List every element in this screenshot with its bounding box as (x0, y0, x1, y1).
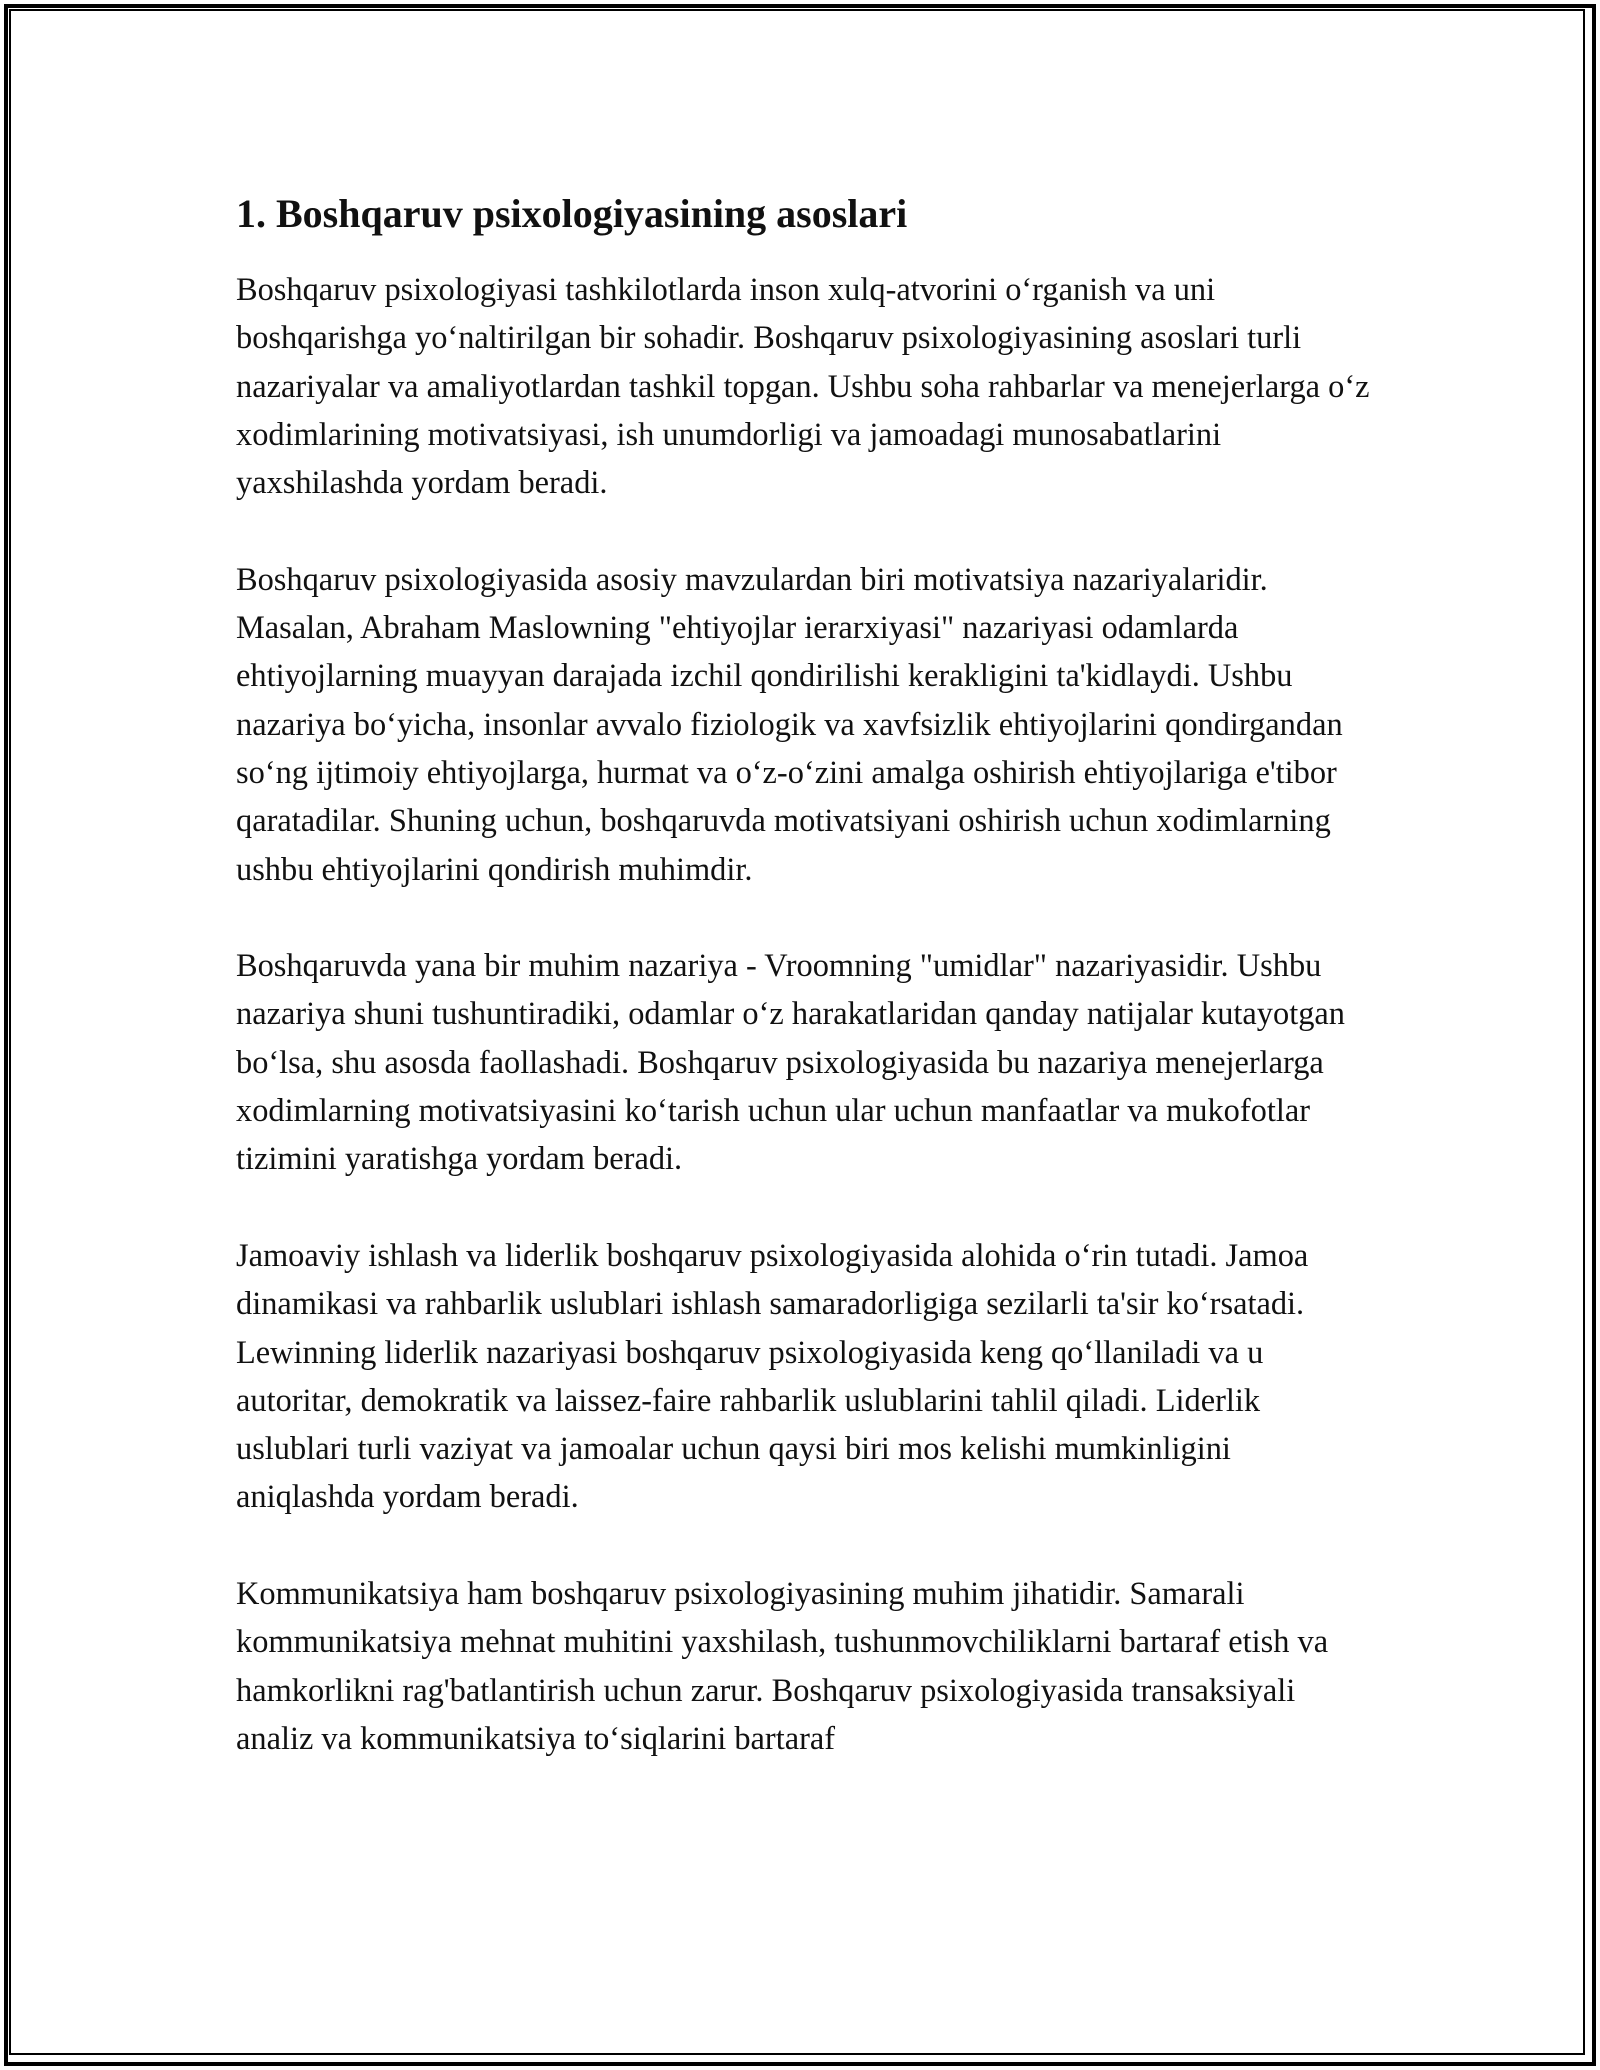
section-heading: 1. Boshqaruv psixologiyasining asoslari (236, 191, 908, 236)
paragraph-maslow: Boshqaruv psixologiyasida asosiy mavzulardan biri motivatsiya nazariyalaridir. Masalan, Abraham Maslowning "ehtiyojlar ierarxiyasi" nazariyasi odamlarda ehtiyojlarning muayyan darajada izchil qondirilishi kerakligini ta'kidlaydi. Ushbu nazariya bo‘yicha, insonlar avvalo fiziologik va xavfsizlik ehtiyojlarini qondirgandan so‘ng ijtimoiy ehtiyojlarga, hurmat va o‘z-o‘zini amalga oshirish ehtiyojlariga e'tibor qaratadilar. Shuning uchun, boshqaruvda motivatsiyani oshirish uchun xodimlarning ushbu ehtiyojlarini qondirish muhimdir. (236, 561, 1343, 888)
paragraph-communication: Kommunikatsiya ham boshqaruv psixologiyasining muhim jihatidir. Samarali kommunikatsiya mehnat muhitini yaxshilash, tushunmovchiliklarni bartaraf etish va hamkorlikni rag'batlantirish uchun zarur. Boshqaruv psixologiyasida transaksiyali analiz va kommunikatsiya to‘siqlarini bartaraf (236, 1576, 1329, 1757)
document-body (236, 186, 1376, 1812)
paragraph-intro: Boshqaruv psixologiyasi tashkilotlarda inson xulq-atvorini o‘rganish va uni boshqarishga yo‘naltirilgan bir sohadir. Boshqaruv psixologiyasining asoslari turli nazariyalar va amaliyotlardan tashkil topgan. Ushbu soha rahbarlar va menejerlarga o‘z xodimlarining motivatsiyasi, ish unumdorligi va jamoadagi munosabatlarini yaxshilashda yordam beradi. (236, 272, 1370, 502)
paragraph-vroom: Boshqaruvda yana bir muhim nazariya - Vroomning "umidlar" nazariyasidir. Ushbu nazariya shuni tushuntiradiki, odamlar o‘z harakatlaridan qanday natijalar kutayotgan bo‘lsa, shu asosda faollashadi. Boshqaruv psixologiyasida bu nazariya menejerlarga xodimlarning motivatsiyasini ko‘tarish uchun ular uchun manfaatlar va mukofotlar tizimini yaratishga yordam beradi. (236, 948, 1345, 1178)
paragraph-leadership: Jamoaviy ishlash va liderlik boshqaruv psixologiyasida alohida o‘rin tutadi. Jamoa dinamikasi va rahbarlik uslublari ishlash samaradorligiga sezilarli ta'sir ko‘rsatadi. Lewinning liderlik nazariyasi boshqaruv psixologiyasida keng qo‘llaniladi va u autoritar, demokratik va laissez-faire rahbarlik uslublarini tahlil qiladi. Liderlik uslublari turli vaziyat va jamoalar uchun qaysi biri mos kelishi mumkinligini aniqlashda yordam beradi. (236, 1237, 1309, 1516)
